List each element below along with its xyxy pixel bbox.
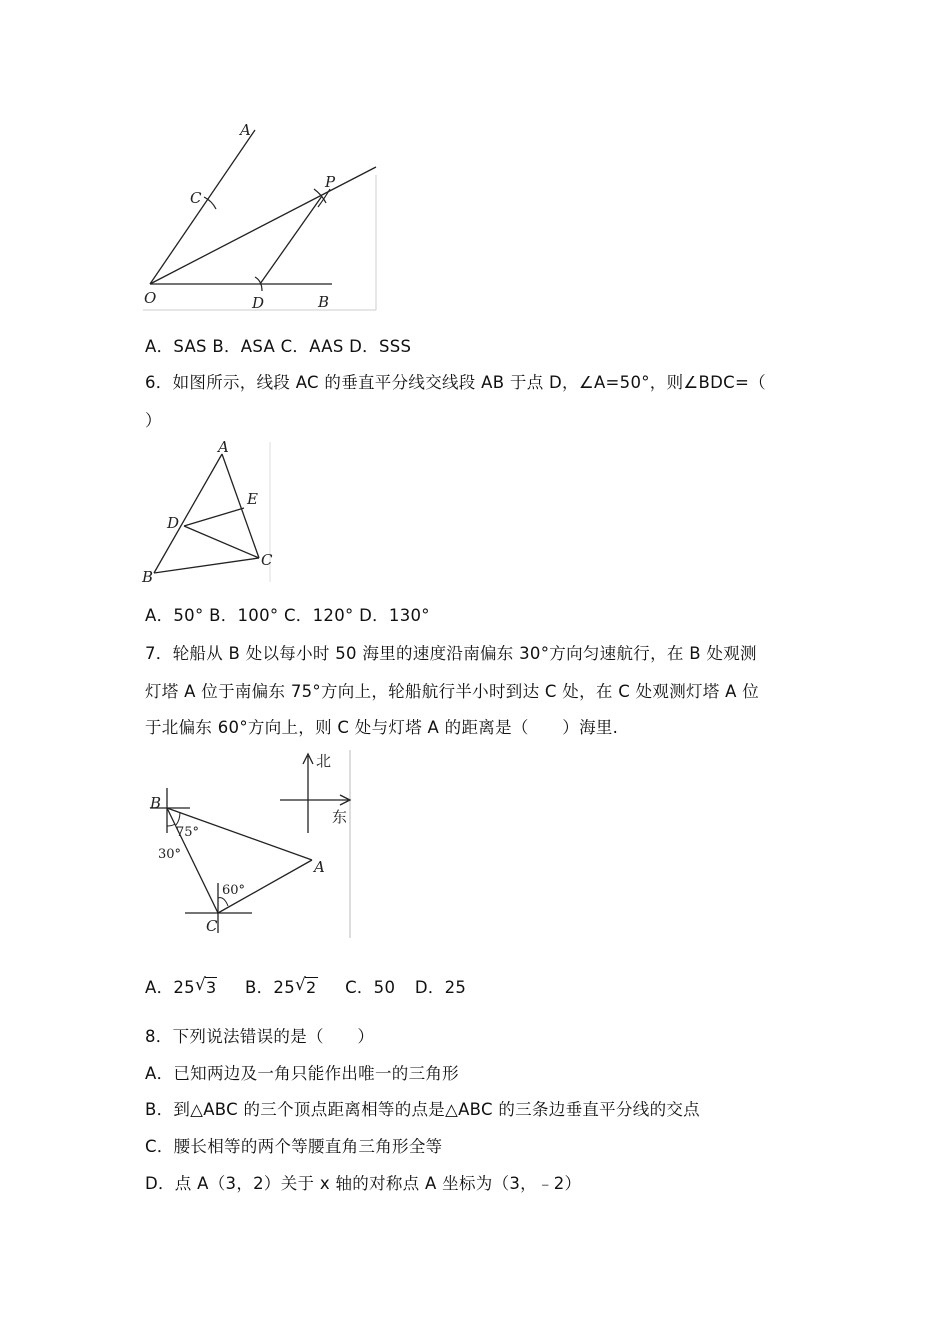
q5-figure — [140, 121, 380, 315]
q7-option-a: A．25 √ 3 — [145, 975, 217, 997]
label-c: C — [190, 189, 202, 207]
label-d: D — [167, 514, 180, 532]
q8-option-a: A．已知两边及一角只能作出唯一的三角形 — [145, 1064, 459, 1083]
q6-figure — [140, 440, 280, 585]
label-e: E — [247, 490, 258, 508]
label-c: C — [261, 551, 273, 569]
label-d: D — [252, 294, 265, 312]
sqrt-icon: √ 2 — [295, 975, 317, 997]
label-east: 东 — [332, 808, 348, 826]
q8-option-b: B．到△ABC 的三个顶点距离相等的点是△ABC 的三条边垂直平分线的交点 — [145, 1100, 700, 1119]
q6-stem-line1: 6．如图所示，线段 AC 的垂直平分线交线段 AB 于点 D，∠A=50°，则∠BDC=（ — [145, 373, 766, 392]
label-b: B — [142, 568, 154, 586]
q8-option-c: C．腰长相等的两个等腰直角三角形全等 — [145, 1137, 443, 1156]
sqrt-icon: √ 3 — [194, 975, 217, 997]
label-o: O — [144, 289, 157, 307]
q7-options — [145, 977, 466, 999]
ray-oa — [150, 130, 255, 284]
side-ab — [154, 454, 222, 573]
q8-option-d: D．点 A（3，2）关于 x 轴的对称点 A 坐标为（3，﹣2） — [145, 1174, 582, 1193]
q7-stem-line1: 7．轮船从 B 处以每小时 50 海里的速度沿南偏东 30°方向匀速航行，在 B 处观测 — [145, 644, 757, 663]
label-a: A — [314, 858, 325, 876]
segment-dc — [184, 526, 259, 558]
q8-stem: 8．下列说法错误的是（ ） — [145, 1027, 375, 1046]
label-p: P — [325, 173, 336, 191]
side-bc — [154, 558, 259, 573]
label-b: B — [318, 293, 330, 311]
label-b: B — [150, 794, 162, 812]
label-angle60: 60° — [222, 883, 246, 898]
q7-option-d: D．25 — [414, 978, 467, 997]
label-north: 北 — [316, 752, 332, 770]
label-angle75: 75° — [176, 825, 200, 840]
label-a: A — [240, 121, 251, 139]
label-angle30: 30° — [158, 847, 182, 862]
q7-option-b: B．25 √ 2 — [245, 975, 317, 997]
q7-figure — [140, 748, 355, 943]
label-a: A — [218, 438, 229, 456]
ray-op — [150, 167, 376, 284]
segment-dp — [260, 196, 322, 284]
q7-option-c: C．50 — [345, 978, 396, 997]
q6-options: A．50° B．100° C．120° D．130° — [145, 606, 430, 625]
segment-de — [184, 508, 244, 526]
q7-stem-line3: 于北偏东 60°方向上，则 C 处与灯塔 A 的距离是（ ）海里. — [145, 718, 619, 737]
q5-options: A．SAS B．ASA C．AAS D．SSS — [145, 337, 412, 356]
q7-stem-line2: 灯塔 A 位于南偏东 75°方向上，轮船航行半小时到达 C 处，在 C 处观测灯塔 A 位 — [145, 682, 760, 701]
q6-stem-line2: ） — [145, 411, 162, 430]
label-c: C — [206, 917, 218, 935]
